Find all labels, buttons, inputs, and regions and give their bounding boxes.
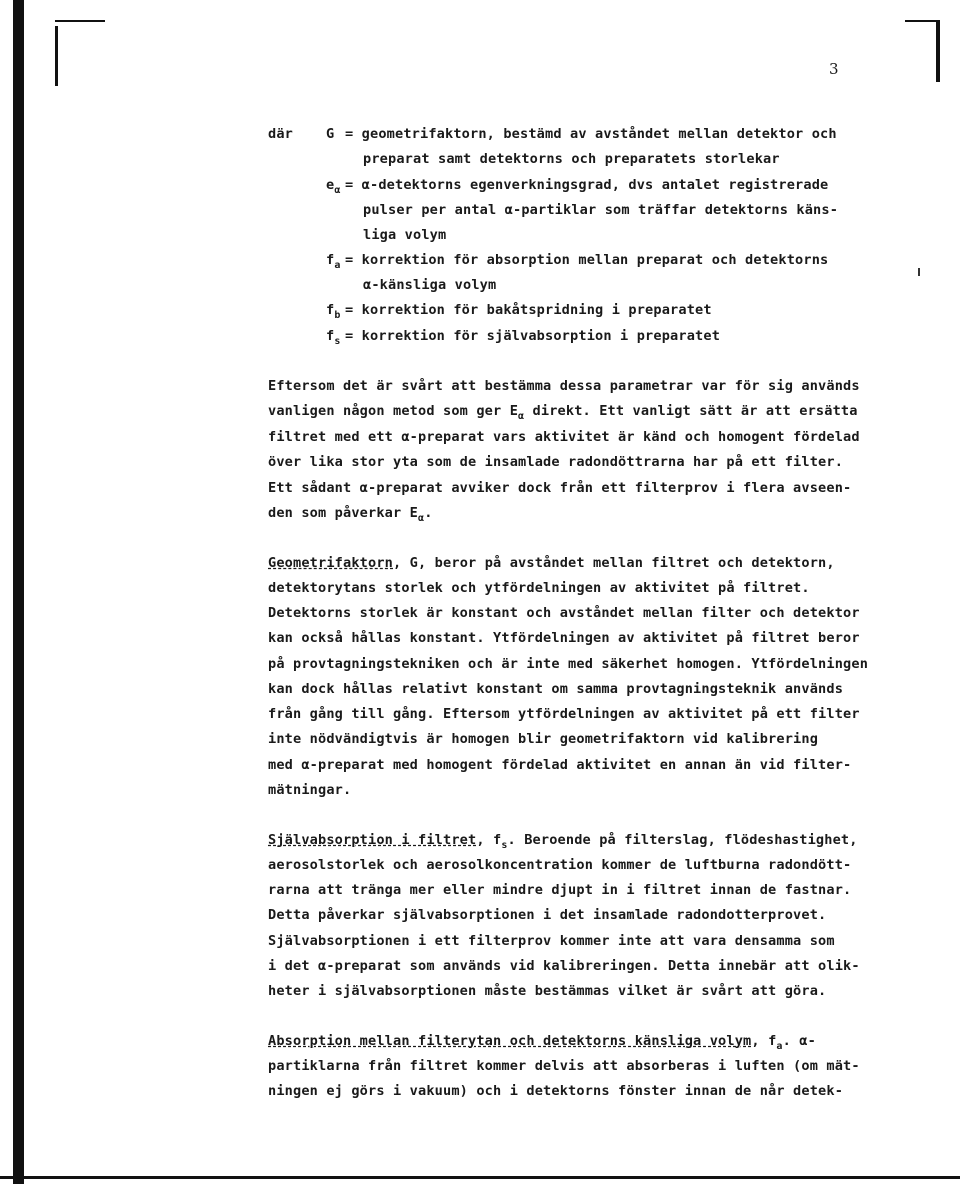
- paragraph-line: filtret med ett α-preparat vars aktivitet är känd och homogent fördelad: [268, 429, 860, 445]
- paragraph-line: ningen ej görs i vakuum) och i detektorns fönster innan de når detek-: [268, 1083, 844, 1099]
- paragraph-line: aerosolstorlek och aerosolkoncentration kommer de luftburna radondött-: [268, 857, 852, 873]
- definitions-intro: där: [268, 126, 294, 142]
- definition-symbol-e-alpha: $e_\alpha$: [326, 177, 341, 196]
- paragraph-line: i det α-preparat som används vid kalibreringen. Detta innebär att olik-: [268, 958, 860, 974]
- paragraph-line: detektorytans storlek och ytfördelningen av aktivitet på filtret.: [268, 580, 810, 596]
- paragraph-line: rarna att tränga mer eller mindre djupt in i filtret innan de fastnar.: [268, 882, 852, 898]
- paragraph-line: på provtagningstekniken och är inte med säkerhet homogen. Ytfördelningen: [268, 656, 869, 672]
- definition-symbol-f-b: $f_b$: [326, 302, 341, 321]
- paragraph-line: Absorption mellan filterytan och detektorns känsliga volym, $f_a$. α-: [268, 1033, 816, 1052]
- definition-line: = korrektion för absorption mellan preparat och detektorns: [345, 252, 829, 268]
- scan-bottom-rule: [0, 1176, 960, 1179]
- definition-line: pulser per antal α-partiklar som träffar detektorns käns-: [363, 202, 839, 218]
- paragraph-line: mätningar.: [268, 782, 352, 798]
- definition-line: = korrektion för bakåtspridning i preparatet: [345, 302, 712, 318]
- definition-line: = korrektion för självabsorption i preparatet: [345, 328, 721, 344]
- paragraph-line: med α-preparat med homogent fördelad aktivitet en annan än vid filter-: [268, 757, 852, 773]
- paragraph-line: över lika stor yta som de insamlade radondöttrarna har på ett filter.: [268, 454, 844, 470]
- paragraph-line: partiklarna från filtret kommer delvis att absorberas i luften (om mät-: [268, 1058, 860, 1074]
- paragraph-line: heter i självabsorptionen måste bestämmas vilket är svårt att göra.: [268, 983, 827, 999]
- paragraph-line: Geometrifaktorn, G, beror på avståndet mellan filtret och detektorn,: [268, 555, 835, 571]
- paragraph-line: Självabsorptionen i ett filterprov kommer inte att vara densamma som: [268, 933, 835, 949]
- crop-mark-top-left: [55, 20, 105, 22]
- paragraph-line: Ett sådant α-preparat avviker dock från ett filterprov i flera avseen-: [268, 480, 852, 496]
- definition-line: = geometrifaktorn, bestämd av avståndet mellan detektor och: [345, 126, 837, 142]
- definition-symbol-f-a: $f_a$: [326, 252, 341, 271]
- definition-line: α-känsliga volym: [363, 277, 497, 293]
- crop-mark-top-right: [905, 20, 939, 22]
- paragraph-line: Självabsorption i filtret, $f_s$. Beroende på filterslag, flödeshastighet,: [268, 832, 858, 851]
- paragraph-line: kan dock hållas relativt konstant om samma provtagningsteknik används: [268, 681, 844, 697]
- section-heading: Geometrifaktorn: [268, 555, 394, 571]
- scan-edge-bar: [13, 0, 24, 1184]
- definition-line: = α-detektorns egenverkningsgrad, dvs antalet registrerade: [345, 177, 829, 193]
- section-heading: Självabsorption i filtret: [268, 832, 477, 848]
- page-number: 3: [829, 60, 839, 78]
- crop-mark-top-right-vertical: [936, 20, 940, 82]
- section-heading: Absorption mellan filterytan och detektorns känsliga volym: [268, 1033, 752, 1049]
- paragraph-line: inte nödvändigtvis är homogen blir geometrifaktorn vid kalibrering: [268, 731, 819, 747]
- definition-symbol-f-s: $f_s$: [326, 328, 341, 347]
- crop-mark-top-left-vertical: [55, 26, 58, 86]
- definition-symbol-g: G: [326, 126, 335, 142]
- definition-line: preparat samt detektorns och preparatets storlekar: [363, 151, 780, 167]
- paragraph-line: Eftersom det är svårt att bestämma dessa parametrar var för sig används: [268, 378, 860, 394]
- scan-speck: [918, 268, 920, 276]
- paragraph-line: Detta påverkar självabsorptionen i det insamlade radondotterprovet.: [268, 907, 827, 923]
- paragraph-line: Detektorns storlek är konstant och avståndet mellan filter och detektor: [268, 605, 860, 621]
- paragraph-line: vanligen någon metod som ger $E_\alpha$ direkt. Ett vanligt sätt är att ersätta: [268, 403, 858, 422]
- definition-line: liga volym: [363, 227, 447, 243]
- paragraph-line: kan också hållas konstant. Ytfördelningen av aktivitet på filtret beror: [268, 630, 860, 646]
- paragraph-line: från gång till gång. Eftersom ytfördelningen av aktivitet på ett filter: [268, 706, 860, 722]
- paragraph-line: den som påverkar $E_\alpha$.: [268, 505, 433, 524]
